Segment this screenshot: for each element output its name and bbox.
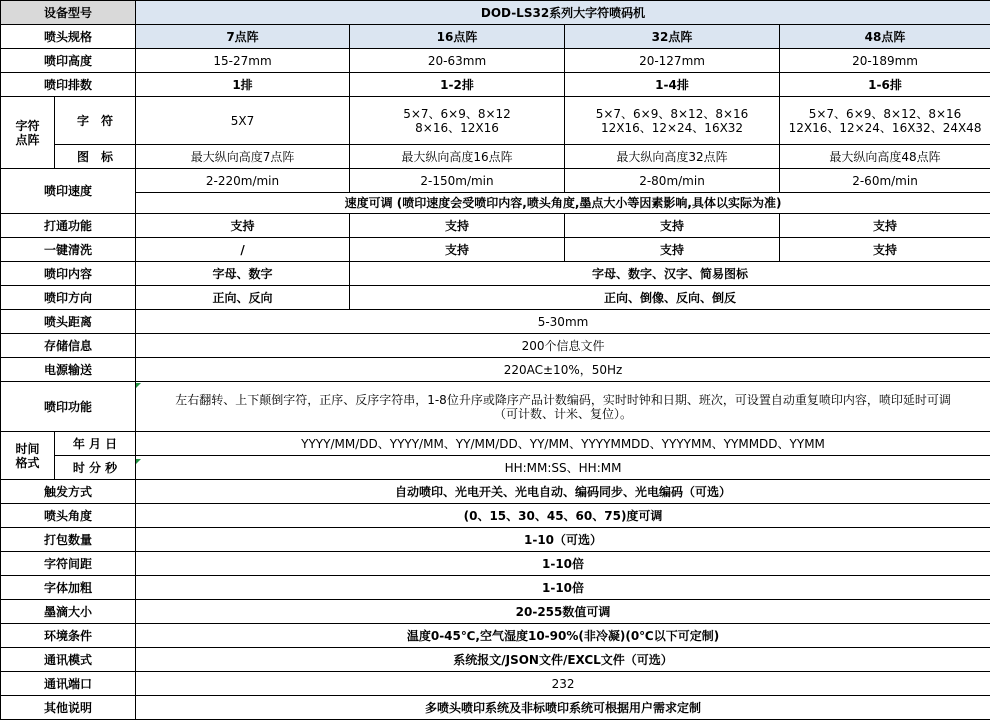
row-print-height (1, 49, 990, 73)
row-comm-port (1, 672, 990, 696)
nozzle-spec-value: 48点阵 (780, 25, 990, 49)
row-char-matrix (1, 97, 990, 145)
unclog-label: 打通功能 (1, 214, 136, 238)
row-comm-mode (1, 648, 990, 672)
storage-label: 存储信息 (1, 334, 136, 358)
row-nozzle-spec (1, 25, 990, 49)
nozzle-spec-value: 7点阵 (136, 25, 350, 49)
row-icon-matrix (1, 145, 990, 169)
ink-dot-label: 墨滴大小 (1, 600, 136, 624)
pack-count-value: 1-10（可选） (136, 528, 990, 552)
bold-value: 1-10倍 (136, 576, 990, 600)
one-key-clean-value: 支持 (565, 238, 780, 262)
time-format-value: HH:MM:SS、HH:MM (136, 456, 990, 480)
nozzle-angle-value: (0、15、30、45、60、75)度可调 (136, 504, 990, 528)
print-content-rest: 字母、数字、汉字、简易图标 (350, 262, 990, 286)
row-ink-dot (1, 600, 990, 624)
icon-matrix-value: 最大纵向高度32点阵 (565, 145, 780, 169)
row-nozzle-angle (1, 504, 990, 528)
row-char-spacing (1, 552, 990, 576)
cell-comment-indicator (136, 383, 141, 388)
print-height-value: 20-63mm (350, 49, 565, 73)
one-key-clean-value: / (136, 238, 350, 262)
char-spacing-label: 字符间距 (1, 552, 136, 576)
nozzle-distance-label: 喷头距离 (1, 310, 136, 334)
print-content-first: 字母、数字 (136, 262, 350, 286)
unclog-value: 支持 (350, 214, 565, 238)
print-direction-rest: 正向、倒像、反向、倒反 (350, 286, 990, 310)
model-label: 设备型号 (1, 1, 136, 25)
char-matrix-value: 5X7 (136, 97, 350, 145)
row-unclog (1, 214, 990, 238)
print-rows-value: 1排 (136, 73, 350, 97)
print-content-label: 喷印内容 (1, 262, 136, 286)
char-matrix-value: 5×7、6×9、8×12、8×16 12X16、12×24、16X32、24X48 (780, 97, 990, 145)
row-other (1, 696, 990, 720)
row-trigger (1, 480, 990, 504)
print-speed-label: 喷印速度 (1, 169, 136, 214)
storage-value: 200个信息文件 (136, 334, 990, 358)
trigger-value: 自动喷印、光电开关、光电自动、编码同步、光电编码（可选） (136, 480, 990, 504)
model-title: DOD-LS32系列大字符喷码机 (136, 1, 990, 25)
other-value: 多喷头喷印系统及非标喷印系统可根据用户需求定制 (136, 696, 990, 720)
cell-comment-indicator (136, 459, 141, 464)
comm-mode-label: 通讯模式 (1, 648, 136, 672)
print-height-value: 20-127mm (565, 49, 780, 73)
row-environment (1, 624, 990, 648)
unclog-value: 支持 (136, 214, 350, 238)
nozzle-distance-value: 5-30mm (136, 310, 990, 334)
print-speed-value: 2-80m/min (565, 169, 780, 193)
row-pack-count (1, 528, 990, 552)
row-print-speed (1, 169, 990, 193)
other-label: 其他说明 (1, 696, 136, 720)
date-format-label: 年 月 日 (55, 432, 136, 456)
nozzle-spec-label: 喷头规格 (1, 25, 136, 49)
bold-label: 字体加粗 (1, 576, 136, 600)
char-matrix-group-label: 字符 点阵 (1, 97, 55, 169)
comm-port-label: 通讯端口 (1, 672, 136, 696)
print-function-value: 左右翻转、上下颠倒字符，正序、反序字符串，1-8位升序或降序产品计数编码，实时时钟和日期、班次，可设置自动重复喷印内容，喷印延时可调 （可计数、计米、复位）。 (136, 382, 990, 432)
print-function-label: 喷印功能 (1, 382, 136, 432)
char-label: 字 符 (55, 97, 136, 145)
trigger-label: 触发方式 (1, 480, 136, 504)
row-model (1, 1, 990, 25)
char-spacing-value: 1-10倍 (136, 552, 990, 576)
comm-mode-value: 系统报文/JSON文件/EXCL文件（可选） (136, 648, 990, 672)
date-format-value: YYYY/MM/DD、YYYY/MM、YY/MM/DD、YY/MM、YYYYMMDD、YYYYMM、YYMMDD、YYMM (136, 432, 990, 456)
time-format-group-label: 时间 格式 (1, 432, 55, 480)
print-height-label: 喷印高度 (1, 49, 136, 73)
print-speed-note: 速度可调 (喷印速度会受喷印内容,喷头角度,墨点大小等因素影响,具体以实际为准) (136, 193, 990, 214)
icon-matrix-value: 最大纵向高度16点阵 (350, 145, 565, 169)
print-direction-label: 喷印方向 (1, 286, 136, 310)
time-format-label: 时 分 秒 (55, 456, 136, 480)
print-speed-value: 2-150m/min (350, 169, 565, 193)
environment-label: 环境条件 (1, 624, 136, 648)
row-nozzle-distance (1, 310, 990, 334)
unclog-value: 支持 (780, 214, 990, 238)
print-rows-label: 喷印排数 (1, 73, 136, 97)
row-storage (1, 334, 990, 358)
one-key-clean-label: 一键清洗 (1, 238, 136, 262)
row-print-content (1, 262, 990, 286)
print-rows-value: 1-6排 (780, 73, 990, 97)
print-speed-value: 2-60m/min (780, 169, 990, 193)
row-print-function (1, 382, 990, 432)
power-value: 220AC±10%，50Hz (136, 358, 990, 382)
row-print-direction (1, 286, 990, 310)
row-print-speed-note (1, 193, 990, 214)
one-key-clean-value: 支持 (350, 238, 565, 262)
row-power (1, 358, 990, 382)
char-matrix-value: 5×7、6×9、8×12、8×16 12X16、12×24、16X32 (565, 97, 780, 145)
print-height-value: 15-27mm (136, 49, 350, 73)
char-matrix-value: 5×7、6×9、8×12 8×16、12X16 (350, 97, 565, 145)
row-bold (1, 576, 990, 600)
ink-dot-value: 20-255数值可调 (136, 600, 990, 624)
pack-count-label: 打包数量 (1, 528, 136, 552)
print-height-value: 20-189mm (780, 49, 990, 73)
one-key-clean-value: 支持 (780, 238, 990, 262)
nozzle-spec-value: 16点阵 (350, 25, 565, 49)
row-one-key-clean (1, 238, 990, 262)
print-direction-first: 正向、反向 (136, 286, 350, 310)
nozzle-spec-value: 32点阵 (565, 25, 780, 49)
print-rows-value: 1-4排 (565, 73, 780, 97)
icon-matrix-value: 最大纵向高度7点阵 (136, 145, 350, 169)
print-speed-value: 2-220m/min (136, 169, 350, 193)
icon-label: 图 标 (55, 145, 136, 169)
row-print-rows (1, 73, 990, 97)
unclog-value: 支持 (565, 214, 780, 238)
row-time-date (1, 432, 990, 456)
nozzle-angle-label: 喷头角度 (1, 504, 136, 528)
environment-value: 温度0-45℃,空气湿度10-90%(非冷凝)(0℃以下可定制) (136, 624, 990, 648)
power-label: 电源输送 (1, 358, 136, 382)
print-rows-value: 1-2排 (350, 73, 565, 97)
comm-port-value: 232 (136, 672, 990, 696)
icon-matrix-value: 最大纵向高度48点阵 (780, 145, 990, 169)
row-time-hms (1, 456, 990, 480)
